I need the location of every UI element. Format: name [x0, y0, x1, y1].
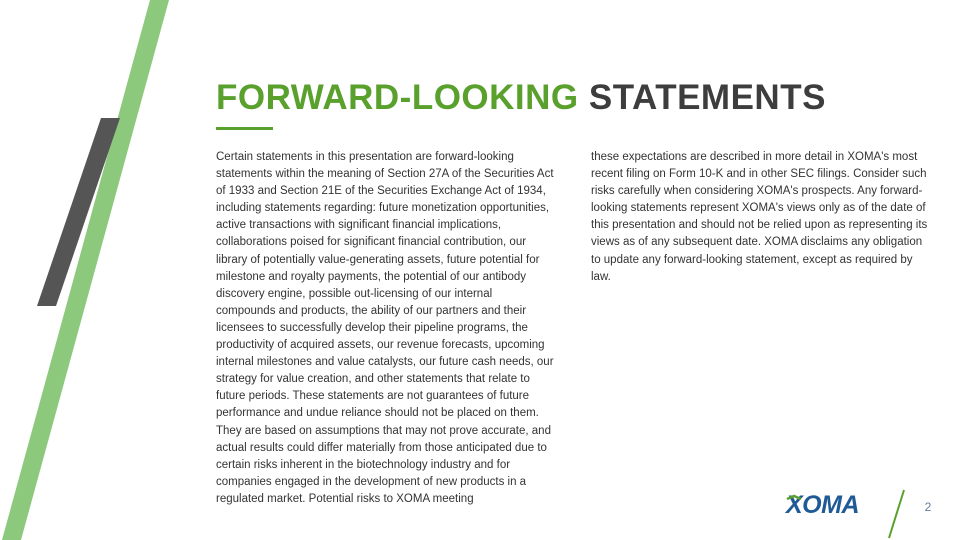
title-accent: FORWARD-LOOKING: [216, 78, 579, 117]
logo-swoosh-icon: [786, 490, 870, 520]
xoma-logo: [786, 490, 870, 520]
title-underline: [216, 127, 273, 130]
slide-title: [216, 78, 826, 118]
logo-text: XOMA: [786, 491, 859, 519]
logo-divider-stripe: [889, 490, 904, 538]
light-green-stripe: [2, 0, 169, 540]
title-main: STATEMENTS: [588, 78, 826, 117]
page-number: 2: [924, 500, 932, 514]
body-text-right-column: these expectations are described in more detail in XOMA's most recent filing on Form 10-K and in other SEC filings. Consider such risks carefully when considering XOMA's prospects. Any forward-looking statements represent XOMA's views only as of the date of this presentation and should not be relied upon as representing its views as of any subsequent date. XOMA disclaims any obligation to update any forward-looking statement, except as required by law.: [591, 151, 928, 283]
body-text-left-column: Certain statements in this presentation are forward-looking statements within the meaning of Section 27A of the Securities Act of 1933 and Section 21E of the Securities Exchange Act of 1934, including statements regarding: future monetization opportunities, active transactions with significant financial implications, collaborations poised for significant financial contribution, our library of potentially value-generating assets, future potential for milestone and royalty payments, the potential of our antibody discovery engine, possible out-licensing of our internal compounds and products, the ability of our partners and their licensees to successfully develop their pipeline programs, the productivity of acquired assets, our revenue forecasts, upcoming internal milestones and value catalysts, our future cash needs, our strategy for value creation, and other statements that relate to future periods. These statements are not guarantees of future performance and undue reliance should not be placed on them. They are based on assumptions that may not prove accurate, and actual results could differ materially from those anticipated due to certain risks inherent in the biotechnology industry and for companies engaged in the development of new products in a regulated market. Potential risks to XOMA meeting: [216, 151, 554, 505]
